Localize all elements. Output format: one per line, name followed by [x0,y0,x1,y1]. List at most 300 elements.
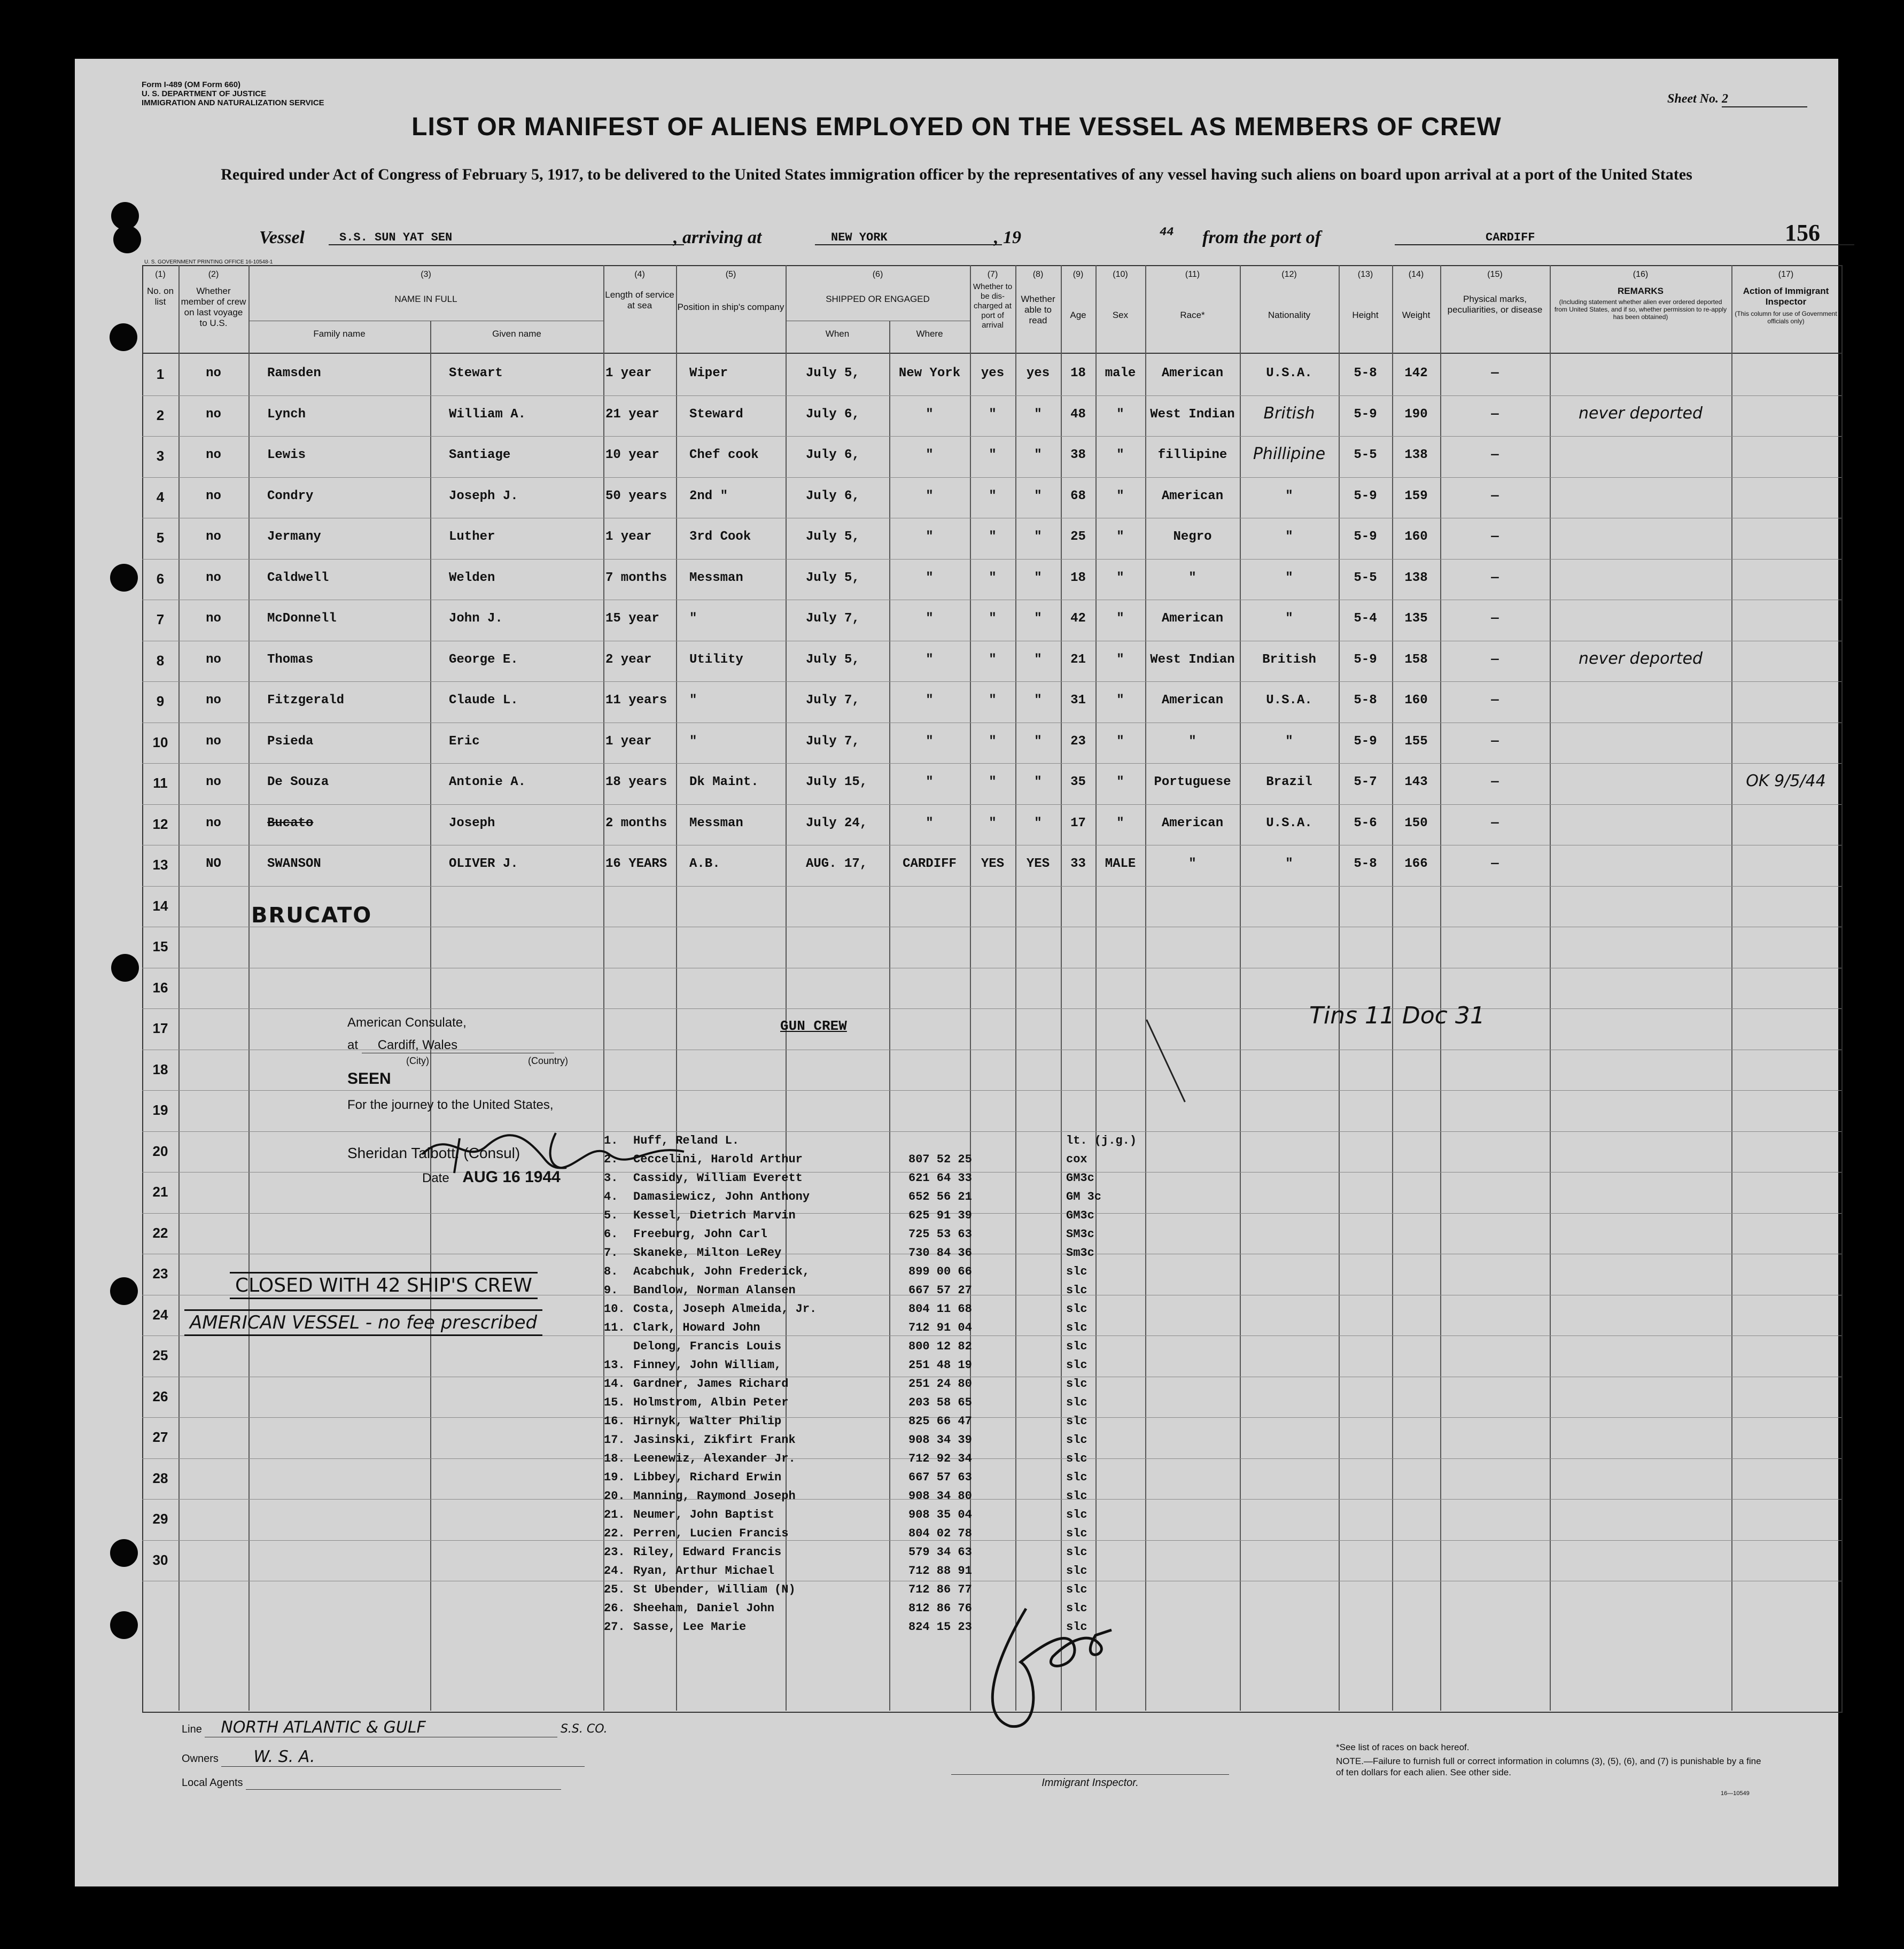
punch-hole [110,564,138,592]
gun-service-number: 203 58 65 [908,1396,972,1409]
gun-service-number: 621 64 33 [908,1171,972,1185]
cell-sex: " [1116,775,1124,789]
row-number: 6 [156,571,165,587]
gun-name: Manning, Raymond Joseph [633,1489,796,1503]
manifest-sheet [75,59,1838,1886]
cell-when: July 15, [806,775,868,789]
cell-nationality: " [1285,530,1293,544]
gun-num: 4. [604,1190,618,1203]
cell-service: 21 year [605,407,659,422]
row-number: 20 [152,1143,168,1159]
gun-num: 19. [604,1471,625,1484]
row-number: 26 [152,1388,168,1404]
cell-read: " [1034,653,1042,667]
punch-hole [110,1539,138,1567]
row-line [142,681,1841,682]
col-head-given: Given name [492,329,541,339]
cell-where: " [926,611,934,626]
col-head-remarks: REMARKS [1618,286,1664,296]
header-divider [142,353,1841,354]
cell-height: 5-5 [1354,571,1377,585]
col-head-height: Height [1352,310,1379,320]
gun-rate: GM3c [1066,1171,1094,1185]
cell-prev: no [206,693,221,708]
gun-service-number: 730 84 36 [908,1246,972,1260]
cell-when: July 7, [806,611,860,626]
cell-when: AUG. 17, [806,857,868,871]
row-number: 30 [152,1552,168,1568]
cell-marks: — [1491,407,1499,422]
cell-family: Psieda [267,734,314,749]
cell-remarks: never deported [1578,404,1703,423]
gun-num: 23. [604,1546,625,1559]
cell-position: Utility [689,653,743,667]
gun-rate: slc [1066,1602,1087,1615]
cell-prev: no [206,734,221,749]
cell-weight: 142 [1404,366,1428,381]
gun-num: 20. [604,1489,625,1503]
row-number: 5 [156,530,165,546]
col-num: (8) [1032,270,1044,279]
col-head-discharged: Whether to be dis-charged at port of arrival [973,282,1013,330]
gun-num: 1. [604,1134,618,1147]
cell-discharged: " [989,653,997,667]
col-num: (14) [1408,270,1424,279]
american-vessel-note: AMERICAN VESSEL - no fee prescribed [184,1309,542,1336]
gun-rate: slc [1066,1583,1087,1596]
col-num: (2) [208,270,219,279]
gun-rate: Sm3c [1066,1246,1094,1260]
gun-service-number: 807 52 25 [908,1153,972,1166]
cell-sex: " [1116,693,1124,708]
consulate-city-country: (City) (Country) [406,1055,569,1066]
department: U. S. DEPARTMENT OF JUSTICE [142,89,267,98]
cell-given: John J. [449,611,503,626]
gun-rate: GM 3c [1066,1190,1102,1203]
cell-age: 48 [1070,407,1086,422]
cell-nationality: " [1285,571,1293,585]
cell-position: 3rd Cook [689,530,751,544]
col-num: (17) [1778,270,1794,279]
cell-where: " [926,816,934,830]
row-number: 12 [152,816,168,832]
row-line [142,763,1841,764]
row-number: 22 [152,1225,168,1241]
subtitle: Required under Act of Congress of February 5, 1917, to be delivered to the United States immigration officer by the representatives of any vessel having such aliens on board upon arrival at a port of the United States [221,166,1692,183]
cell-weight: 138 [1404,448,1428,462]
year-value: 44 [1160,226,1174,239]
cell-given: Stewart [449,366,503,381]
cell-age: 35 [1070,775,1086,789]
cell-height: 5-7 [1354,775,1377,789]
cell-service: 18 years [605,775,667,789]
form-header-block [142,80,324,107]
row-line [142,1008,1841,1009]
agents-field: Local Agents [182,1777,561,1790]
gun-name: Leenewiz, Alexander Jr. [633,1452,796,1465]
gun-num: 14. [604,1377,625,1391]
gun-rate: slc [1066,1527,1087,1540]
row-number: 14 [152,898,168,914]
cell-sex: " [1116,734,1124,749]
punch-hole [113,226,141,253]
cell-position: Messman [689,816,743,830]
cell-service: 2 year [605,653,652,667]
cell-sex: " [1116,407,1124,422]
cell-given: Eric [449,734,480,749]
cell-position: Messman [689,571,743,585]
cell-read: YES [1026,857,1050,871]
cell-discharged: " [989,571,997,585]
row-number: 28 [152,1470,168,1486]
cell-age: 68 [1070,489,1086,503]
vessel-label: Vessel [259,228,305,247]
cell-nationality: Brazil [1266,775,1312,789]
cell-marks: — [1491,611,1499,626]
gun-service-number: 712 86 77 [908,1583,972,1596]
cell-marks: — [1491,816,1499,830]
col-num: (12) [1281,270,1297,279]
gun-name: Neumer, John Baptist [633,1508,775,1521]
cell-service: 10 year [605,448,659,462]
inspector-line: Immigrant Inspector. [951,1774,1229,1789]
cell-age: 18 [1070,571,1086,585]
row-number: 1 [156,366,165,382]
cell-discharged: " [989,611,997,626]
cell-sex: " [1116,653,1124,667]
col-num: (4) [634,270,645,279]
gun-num: 24. [604,1564,625,1578]
col-head-position: Position in ship's company [677,302,784,312]
cell-where: CARDIFF [903,857,957,871]
cell-when: July 6, [806,448,860,462]
cell-race: fillipine [1157,448,1227,462]
cell-family: Caldwell [267,571,329,585]
cell-family: Lewis [267,448,306,462]
gun-rate: slc [1066,1265,1087,1278]
gun-service-number: 579 34 63 [908,1546,972,1559]
cell-race: Negro [1173,530,1212,544]
row-number: 2 [156,407,165,423]
gun-rate: slc [1066,1546,1087,1559]
cell-weight: 135 [1404,611,1428,626]
gun-service-number: 725 53 63 [908,1228,972,1241]
cell-when: July 5, [806,366,860,381]
gun-name: Acabchuk, John Frederick, [633,1265,810,1278]
gun-service-number: 251 48 19 [908,1358,972,1372]
gun-name: Freeburg, John Carl [633,1228,767,1241]
cell-nationality: U.S.A. [1266,366,1312,381]
cell-sex: " [1116,611,1124,626]
gun-service-number: 899 00 66 [908,1265,972,1278]
family-correction: BRUCATO [251,903,372,928]
vessel-name: S.S. SUN YAT SEN [329,231,684,245]
cell-race: " [1188,857,1196,871]
from-label: from the port of [1202,228,1321,247]
row-number: 29 [152,1511,168,1527]
gun-rate: slc [1066,1415,1087,1428]
cell-race: " [1188,734,1196,749]
col-head-nationality: Nationality [1268,310,1311,320]
cell-nationality: " [1285,611,1293,626]
cell-read: " [1034,530,1042,544]
gun-num: 5. [604,1209,618,1222]
gun-rate: slc [1066,1564,1087,1578]
row-number: 16 [152,980,168,996]
cell-nationality: U.S.A. [1266,693,1312,708]
cell-nationality: Phillipine [1253,445,1326,463]
cell-given: Joseph [449,816,495,830]
cell-marks: — [1491,775,1499,789]
gun-num: 26. [604,1602,625,1615]
cell-race: American [1161,816,1224,830]
gun-name: Damasiewicz, John Anthony [633,1190,810,1203]
gun-rate: SM3c [1066,1228,1094,1241]
cell-height: 5-4 [1354,611,1377,626]
col-head-remarks-note: (Including statement whether alien ever ordered deported from United States, and if so, whether permission to re-apply has been obtained) [1554,298,1727,321]
cell-where: " [926,530,934,544]
gun-num: 25. [604,1583,625,1596]
gun-service-number: 812 86 76 [908,1602,972,1615]
gun-name: Skaneke, Milton LeRey [633,1246,782,1260]
cell-where: " [926,734,934,749]
cell-discharged: YES [981,857,1005,871]
cell-where: " [926,407,934,422]
gun-service-number: 712 88 91 [908,1564,972,1578]
gun-name: Hirnyk, Walter Philip [633,1415,782,1428]
cell-discharged: " [989,407,997,422]
gun-rate: slc [1066,1284,1087,1297]
cell-family: Condry [267,489,314,503]
gun-name: Libbey, Richard Erwin [633,1471,782,1484]
consul-signer: Sheridan Talbott. (Consul) [347,1145,520,1161]
cell-weight: 159 [1404,489,1428,503]
col-head-race: Race* [1180,310,1205,320]
cell-position: Dk Maint. [689,775,759,789]
cell-sex: " [1116,530,1124,544]
cell-where: New York [898,366,961,381]
gun-service-number: 825 66 47 [908,1415,972,1428]
cell-weight: 190 [1404,407,1428,422]
cell-read: " [1034,734,1042,749]
cell-sex: " [1116,489,1124,503]
gun-name: Delong, Francis Louis [633,1340,782,1353]
consulate-place: at Cardiff, Wales [347,1038,568,1053]
gun-crew-heading: GUN CREW [780,1018,847,1034]
gun-service-number: 712 91 04 [908,1321,972,1334]
cell-nationality: U.S.A. [1266,816,1312,830]
col-num: (6) [872,270,883,279]
gun-service-number: 800 12 82 [908,1340,972,1353]
gun-num: 13. [604,1358,625,1372]
gun-rate: slc [1066,1321,1087,1334]
cell-marks: — [1491,571,1499,585]
cell-nationality: British [1262,653,1316,667]
gun-num: 16. [604,1415,625,1428]
cell-height: 5-5 [1354,448,1377,462]
cell-position: " [689,734,697,749]
punch-hole [111,954,139,982]
punch-hole [110,1277,138,1305]
gun-num: 6. [604,1228,618,1241]
col-head-service: Length of service at sea [605,290,674,310]
cell-height: 5-8 [1354,693,1377,708]
row-number: 3 [156,448,165,464]
cell-discharged: " [989,489,997,503]
col-num: (11) [1185,270,1200,279]
col-head-action-note: (This column for use of Government officials only) [1735,310,1837,325]
page-number: 156 [1785,220,1820,246]
col-head-family: Family name [313,329,366,339]
row-line [142,477,1841,478]
gun-name: Perren, Lucien Francis [633,1527,789,1540]
gun-name: Sasse, Lee Marie [633,1620,747,1634]
gun-name: Holmstrom, Albin Peter [633,1396,789,1409]
gun-name: Ceccelini, Harold Arthur [633,1153,803,1166]
gun-rate: slc [1066,1377,1087,1391]
gun-name: Cassidy, William Everett [633,1171,803,1185]
cell-service: 7 months [605,571,667,585]
cell-nationality: " [1285,857,1293,871]
cell-position: " [689,611,697,626]
cell-prev: no [206,448,221,462]
gun-num: 21. [604,1508,625,1521]
cell-given: Welden [449,571,495,585]
cell-service: 11 years [605,693,667,708]
cell-marks: — [1491,366,1499,381]
gun-name: Finney, John William, [633,1358,782,1372]
cell-marks: — [1491,530,1499,544]
cell-prev: no [206,571,221,585]
journey-line: For the journey to the United States, [347,1098,554,1112]
cell-marks: — [1491,489,1499,503]
cell-discharged: " [989,816,997,830]
service: IMMIGRATION AND NATURALIZATION SERVICE [142,98,324,107]
gun-rate: slc [1066,1302,1087,1316]
cell-age: 42 [1070,611,1086,626]
hand-note: Tins 11 Doc 31 [1309,1002,1485,1029]
cell-height: 5-6 [1354,816,1377,830]
cell-where: " [926,693,934,708]
cell-service: 1 year [605,734,652,749]
gun-num: 8. [604,1265,618,1278]
cell-prev: no [206,530,221,544]
cell-given: Luther [449,530,495,544]
col-num: (9) [1073,270,1084,279]
col-head-shipped: SHIPPED OR ENGAGED [826,294,930,304]
cell-marks: — [1491,857,1499,871]
cell-family: SWANSON [267,857,321,871]
cell-where: " [926,653,934,667]
year-prefix: , 19 [994,228,1021,247]
cell-family: De Souza [267,775,329,789]
gun-rate: slc [1066,1433,1087,1447]
gun-name: Riley, Edward Francis [633,1546,782,1559]
gun-rate: cox [1066,1153,1087,1166]
cell-family: Jermany [267,530,321,544]
consulate-line: American Consulate, [347,1015,467,1030]
gun-rate: slc [1066,1340,1087,1353]
cell-height: 5-9 [1354,407,1377,422]
cell-prev: no [206,775,221,789]
punch-hole [110,323,137,351]
row-line [142,804,1841,805]
col-num: (3) [421,270,431,279]
cell-given: OLIVER J. [449,857,518,871]
col-head-prev-voyage: Whether member of crew on last voyage to U.S. [181,286,246,328]
gun-service-number: 824 15 23 [908,1620,972,1634]
cell-read: " [1034,816,1042,830]
col-head-name: NAME IN FULL [394,294,457,304]
cell-read: " [1034,407,1042,422]
cell-read: " [1034,611,1042,626]
cell-read: " [1034,571,1042,585]
row-number: 18 [152,1061,168,1077]
punch-hole [110,1611,138,1639]
cell-given: George E. [449,653,518,667]
gun-name: St Ubender, William (N) [633,1583,796,1596]
gun-num: 2. [604,1153,618,1166]
row-line [142,395,1841,396]
print-code: U. S. GOVERNMENT PRINTING OFFICE 16-10548-1 [144,259,273,265]
row-number: 13 [152,857,168,873]
cell-race: " [1188,571,1196,585]
cell-discharged: " [989,448,997,462]
master-signature [962,1598,1122,1737]
col-head-no: No. on list [146,286,174,307]
row-number: 9 [156,693,165,709]
cell-race: American [1161,693,1224,708]
row-line [142,1499,1841,1500]
cell-where: " [926,775,934,789]
cell-height: 5-8 [1354,857,1377,871]
cell-given: Joseph J. [449,489,518,503]
cell-prev: no [206,611,221,626]
arriving-label: , arriving at [673,228,762,247]
cell-race: American [1161,366,1224,381]
gun-num: 18. [604,1452,625,1465]
cell-where: " [926,489,934,503]
cell-given: William A. [449,407,526,422]
cell-where: " [926,571,934,585]
col-num: (10) [1113,270,1128,279]
gun-service-number: 804 11 68 [908,1302,972,1316]
cell-family: Lynch [267,407,306,422]
departure-port: CARDIFF [1395,231,1854,245]
gun-rate: slc [1066,1396,1087,1409]
cell-family: Fitzgerald [267,693,345,708]
cell-when: July 5, [806,653,860,667]
gun-service-number: 667 57 63 [908,1471,972,1484]
gun-service-number: 652 56 21 [908,1190,972,1203]
cell-when: July 5, [806,530,860,544]
col-head-age: Age [1070,310,1086,320]
cell-weight: 166 [1404,857,1428,871]
seen-stamp: SEEN [347,1070,391,1088]
gun-name: Costa, Joseph Almeida, Jr. [633,1302,817,1316]
cell-sex: " [1116,816,1124,830]
cell-race: American [1161,611,1224,626]
cell-read: " [1034,489,1042,503]
cell-race: Portuguese [1154,775,1231,789]
cell-age: 25 [1070,530,1086,544]
sheet-number: Sheet No. 2 [1667,92,1807,107]
row-number: 21 [152,1184,168,1200]
cell-weight: 155 [1404,734,1428,749]
cell-family: Ramsden [267,366,321,381]
gun-name: Bandlow, Norman Alansen [633,1284,796,1297]
gun-name: Huff, Reland L. [633,1134,740,1147]
